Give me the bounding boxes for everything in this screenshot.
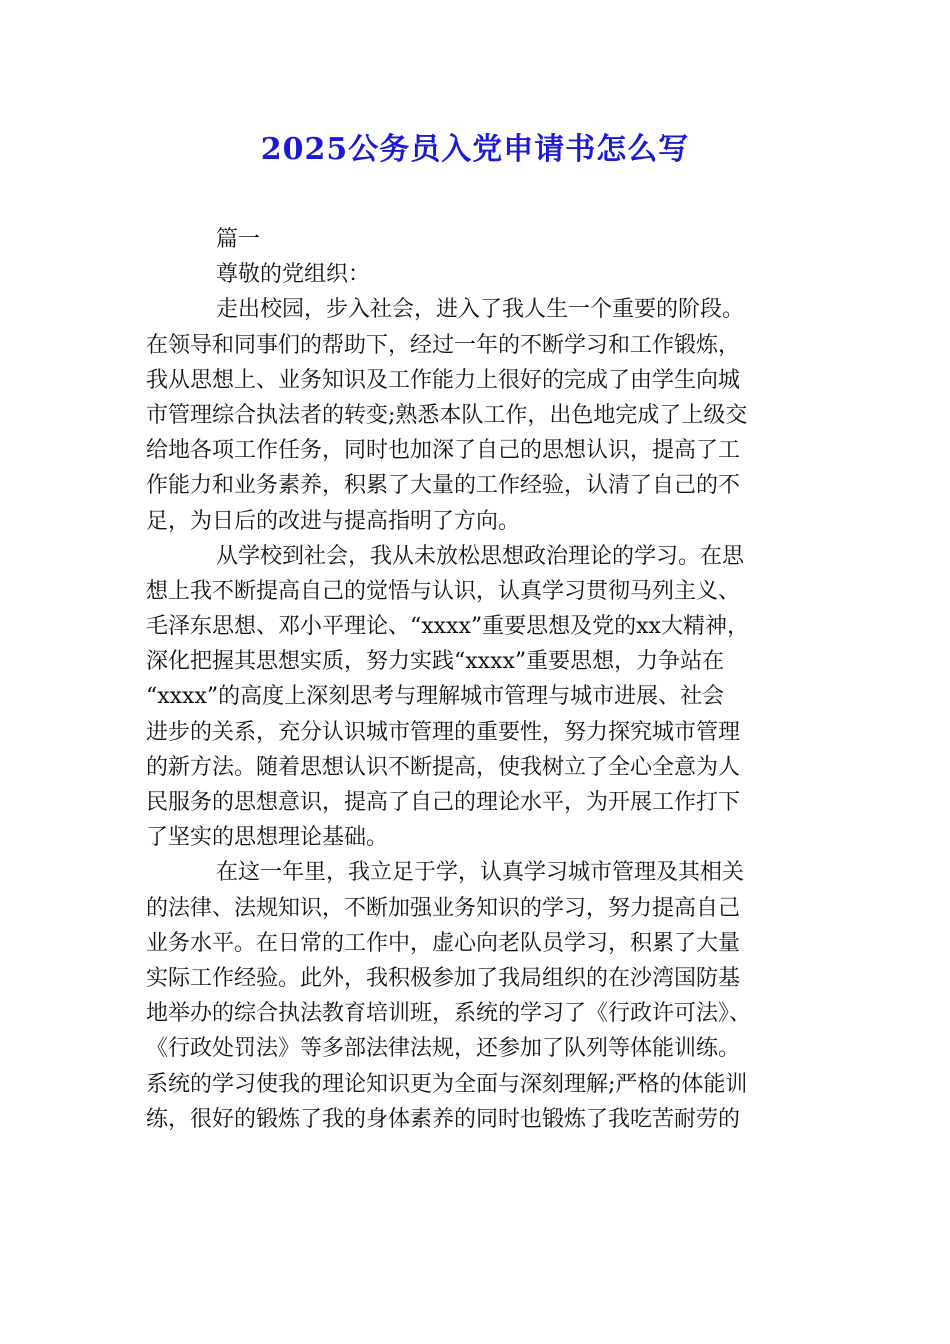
text-line: 练，很好的锻炼了我的身体素养的同时也锻炼了我吃苦耐劳的 [146,1106,741,1132]
text-line: 民服务的思想意识，提高了自己的理论水平，为开展工作打下 [146,790,741,815]
text-line: 地举办的综合执法教育培训班，系统的学习了《行政许可法》、 [146,1001,752,1027]
text-line: 给地各项工作任务，同时也加深了自己的思想认识，提高了工 [146,438,741,464]
section-label: 篇一 [216,227,261,252]
paragraph-1 [146,292,810,538]
text-line: 《行政处罚法》等多部法律法规，还参加了队列等体能训练。 [146,1036,741,1062]
text-line: 从学校到社会，我从未放松思想政治理论的学习。在思 [216,543,745,569]
text-line: 足，为日后的改进与提高指明了方向。 [146,508,521,534]
paragraph-2 [146,539,810,856]
text-line: 的法律、法规知识，不断加强业务知识的学习，努力提高自己 [146,895,741,921]
text-line: 我从思想上、业务知识及工作能力上很好的完成了由学生向城 [146,367,741,393]
text-line: 实际工作经验。此外，我积极参加了我局组织的在沙湾国防基 [146,965,741,991]
text-line: 系统的学习使我的理论知识更为全面与深刻理解;严格的体能训 [146,1071,748,1097]
text-line: 进步的关系，充分认识城市管理的重要性，努力探究城市管理 [146,719,741,745]
text-line: “xxxx”的高度上深刻思考与理解城市管理与城市进展、社会 [146,684,725,710]
text-line: 的新方法。随着思想认识不断提高，使我树立了全心全意为人 [146,754,741,780]
text-line: 作能力和业务素养，积累了大量的工作经验，认清了自己的不 [146,473,741,499]
text-line: 深化把握其思想实质，努力实践“xxxx”重要思想，力争站在 [146,649,725,675]
text-line: 想上我不断提高自己的觉悟与认识，认真学习贯彻马列主义、 [146,578,741,604]
salutation: 尊敬的党组织： [216,262,371,288]
paragraph-3 [146,855,810,1137]
text-line: 市管理综合执法者的转变;熟悉本队工作，出色地完成了上级交 [146,402,748,428]
text-line: 毛泽东思想、邓小平理论、“xxxx”重要思想及党的xx大精神， [146,614,749,640]
document-body [146,222,810,1137]
text-line: 业务水平。在日常的工作中，虚心向老队员学习，积累了大量 [146,930,741,956]
paragraph-salutation [146,257,810,292]
text-line: 在领导和同事们的帮助下，经过一年的不断学习和工作锻炼， [146,332,741,358]
text-line: 走出校园，步入社会，进入了我人生一个重要的阶段。 [216,297,745,323]
text-line: 了坚实的思想理论基础。 [146,825,389,851]
document-title: 2025公务员入党申请书怎么写 [260,132,690,167]
text-line: 在这一年里，我立足于学，认真学习城市管理及其相关 [216,860,745,886]
paragraph-heading [146,222,810,257]
